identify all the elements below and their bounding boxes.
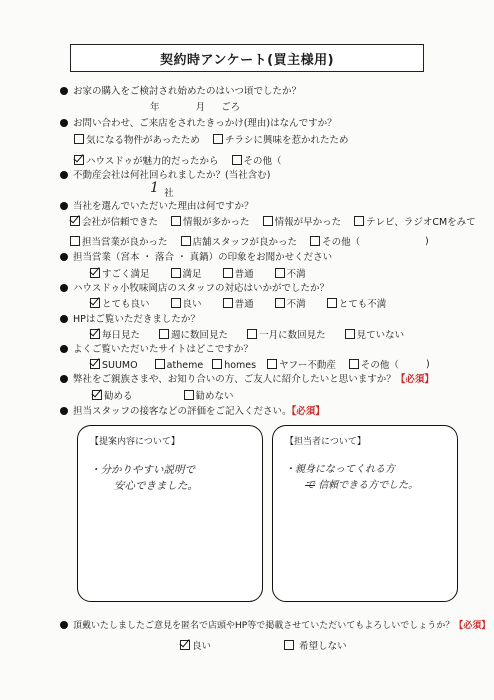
checkbox[interactable]: [275, 298, 285, 308]
question-text: ハウスドゥ小牧味岡店のスタッフの対応はいかがでしたか？: [73, 283, 329, 294]
option-good-staff[interactable]: 店舗スタッフが良かった: [181, 236, 298, 249]
question-text: HPはご覧いただきましたか？: [73, 314, 200, 325]
question-text: 担当スタッフの接客などの評価をご記入ください。: [73, 406, 292, 417]
checkbox[interactable]: [184, 390, 194, 400]
required-badge: 【必須】: [395, 374, 434, 385]
checkbox[interactable]: [213, 134, 223, 144]
question-purchase-timing: [60, 86, 301, 98]
about-label: ごろ: [221, 102, 241, 113]
checkbox-checked[interactable]: [90, 359, 100, 369]
question-recommend: [60, 374, 434, 386]
bullet-icon: [60, 202, 68, 210]
checkbox-checked[interactable]: [70, 216, 80, 226]
checkbox[interactable]: [284, 640, 294, 650]
required-badge: 【必須】: [291, 406, 325, 417]
option-yahoo[interactable]: ヤフー不動産: [267, 359, 336, 372]
option-interesting-property[interactable]: 気になる物件があったため: [74, 134, 200, 147]
checkbox-checked[interactable]: [90, 268, 100, 278]
bullet-icon: [60, 284, 68, 292]
option-good-sales[interactable]: 担当営業が良かった: [70, 236, 168, 249]
bullet-icon: [60, 407, 68, 415]
checkbox-checked[interactable]: [92, 390, 102, 400]
close-paren: ): [426, 359, 430, 370]
option-monthly[interactable]: 一月に数回見た: [247, 329, 326, 342]
options-hp-viewed: [90, 329, 414, 342]
checkbox[interactable]: [223, 268, 233, 278]
checkbox[interactable]: [349, 359, 359, 369]
checkbox[interactable]: [223, 298, 233, 308]
checkbox[interactable]: [354, 216, 364, 226]
question-text: よくご覧いただいたサイトはどこですか？: [73, 344, 253, 355]
option-decline[interactable]: 希望しない: [284, 640, 347, 653]
bullet-icon: [60, 315, 68, 323]
bullet-icon: [60, 253, 68, 261]
options-trigger-row1: [74, 134, 358, 147]
comment-handwriting: ・親身になってくれる方 で 信頼できる方でした。: [285, 464, 419, 491]
option-very-dissatisfied[interactable]: とても不満: [327, 298, 387, 311]
option-recommend[interactable]: 勧める: [92, 390, 133, 403]
checkbox-checked[interactable]: [74, 155, 84, 165]
checkbox[interactable]: [345, 329, 355, 339]
question-sites: [60, 344, 253, 356]
option-other[interactable]: その他（: [310, 236, 360, 249]
year-label: 年: [150, 102, 160, 113]
checkbox[interactable]: [310, 236, 320, 246]
option-not-viewed[interactable]: 見ていない: [345, 329, 405, 342]
option-trust-company[interactable]: 会社が信頼できた: [70, 216, 158, 229]
question-hp-viewed: [60, 314, 200, 326]
sales-names: 宮本 ・ 落合 ・ 真鍋: [120, 252, 209, 263]
option-good[interactable]: 良い: [171, 298, 202, 311]
question-text: お問い合わせ、ご来店をされたきっかけ(理由)はなんですか？: [73, 118, 337, 129]
checkbox[interactable]: [70, 236, 80, 246]
options-reason-row1: [70, 216, 476, 229]
option-normal[interactable]: 普通: [223, 298, 254, 311]
checkbox[interactable]: [159, 329, 169, 339]
options-reason-row2: [70, 236, 429, 249]
checkbox[interactable]: [263, 216, 273, 226]
required-badge: 【必須】: [454, 621, 491, 631]
bullet-icon: [60, 375, 68, 383]
checkbox[interactable]: [74, 134, 84, 144]
checkbox[interactable]: [171, 298, 181, 308]
comment-box-staff[interactable]: [272, 425, 458, 602]
answer-companies[interactable]: [150, 182, 173, 200]
comment-label: 【担当者について】: [285, 437, 366, 447]
question-reason: [60, 201, 254, 213]
question-text: 頂戴いたしましたご意見を匿名で店頭やHP等で掲載させていただいてもよろしいでしょうか？: [73, 621, 455, 631]
close-paren: ): [425, 236, 429, 247]
option-weekly[interactable]: 週に数回見た: [159, 329, 228, 342]
question-text: 不動産会社は何社回られましたか？(当社含む): [73, 170, 271, 181]
question-companies-visited: [60, 170, 270, 182]
question-sales-impression: 担当営業（宮本 ・ 落合 ・ 真鍋）の印象をお聞かせください: [60, 252, 332, 264]
checkbox-checked[interactable]: [90, 298, 100, 308]
option-satisfied[interactable]: 満足: [171, 268, 202, 281]
checkbox[interactable]: [275, 268, 285, 278]
option-normal[interactable]: 普通: [223, 268, 254, 281]
answer-date[interactable]: [150, 102, 240, 114]
option-atheme[interactable]: atheme: [155, 359, 204, 372]
option-suumo[interactable]: SUUMO: [90, 359, 138, 372]
option-flyer[interactable]: チラシに興味を惹かれたため: [213, 134, 349, 147]
bullet-icon: [60, 171, 68, 179]
options-staff-response: [90, 298, 396, 311]
option-ok[interactable]: 良い: [180, 640, 211, 653]
option-other[interactable]: その他（: [349, 359, 399, 372]
options-sales-impression: [90, 268, 316, 281]
question-staff-evaluation: [60, 406, 325, 418]
checkbox[interactable]: [212, 359, 222, 369]
options-recommend: [92, 390, 244, 403]
bullet-icon: [60, 87, 68, 95]
option-housedo-attractive[interactable]: ハウスドゥが魅力的だったから: [74, 155, 218, 168]
checkbox[interactable]: [327, 298, 337, 308]
checkbox[interactable]: [181, 236, 191, 246]
checkbox[interactable]: [155, 359, 165, 369]
survey-title: 契約時アンケート(買主様用): [70, 44, 424, 72]
option-other[interactable]: その他（: [232, 155, 282, 168]
month-label: 月: [195, 102, 206, 113]
option-homes[interactable]: homes: [212, 359, 256, 372]
option-not-recommend[interactable]: 勧めない: [184, 390, 234, 403]
bullet-icon: [60, 119, 68, 127]
comment-handwriting: ・分かりやすい説明で 安心できました。: [90, 464, 198, 492]
checkbox-checked[interactable]: [90, 329, 100, 339]
option-very-satisfied[interactable]: すごく満足: [90, 268, 150, 281]
options-publish-consent: [180, 640, 357, 653]
bullet-icon: [60, 621, 68, 629]
option-dissatisfied[interactable]: 不満: [275, 268, 306, 281]
option-tv-radio[interactable]: テレビ、ラジオCMをみて: [354, 216, 476, 229]
checkbox[interactable]: [171, 268, 181, 278]
option-fast-info[interactable]: 情報が早かった: [263, 216, 342, 229]
option-very-good[interactable]: とても良い: [90, 298, 150, 311]
question-trigger: [60, 118, 337, 130]
unit-label: 社: [163, 188, 174, 199]
checkbox-checked[interactable]: [180, 640, 190, 650]
checkbox[interactable]: [232, 155, 242, 165]
question-staff-response: [60, 283, 329, 295]
bullet-icon: [60, 345, 68, 353]
checkbox[interactable]: [267, 359, 277, 369]
option-daily[interactable]: 毎日見た: [90, 329, 140, 342]
question-text: 当社を選んでいただいた理由は何ですか？: [73, 201, 254, 212]
option-dissatisfied[interactable]: 不満: [275, 298, 306, 311]
options-trigger-row2: [74, 155, 292, 168]
option-much-info[interactable]: 情報が多かった: [171, 216, 250, 229]
question-text: お家の購入をご検討され始めたのはいつ頃でしたか？: [73, 86, 302, 97]
comment-label: 【提案内容について】: [90, 437, 180, 447]
comment-box-proposal[interactable]: [77, 425, 263, 602]
checkbox[interactable]: [171, 216, 181, 226]
options-sites: [90, 359, 430, 372]
question-publish-consent: [60, 620, 490, 632]
checkbox[interactable]: [247, 329, 257, 339]
question-text: 弊社をご親族さまや、お知り合いの方、ご友人に紹介したいと思いますか？: [73, 374, 396, 385]
handwritten-count: 1: [150, 180, 159, 196]
